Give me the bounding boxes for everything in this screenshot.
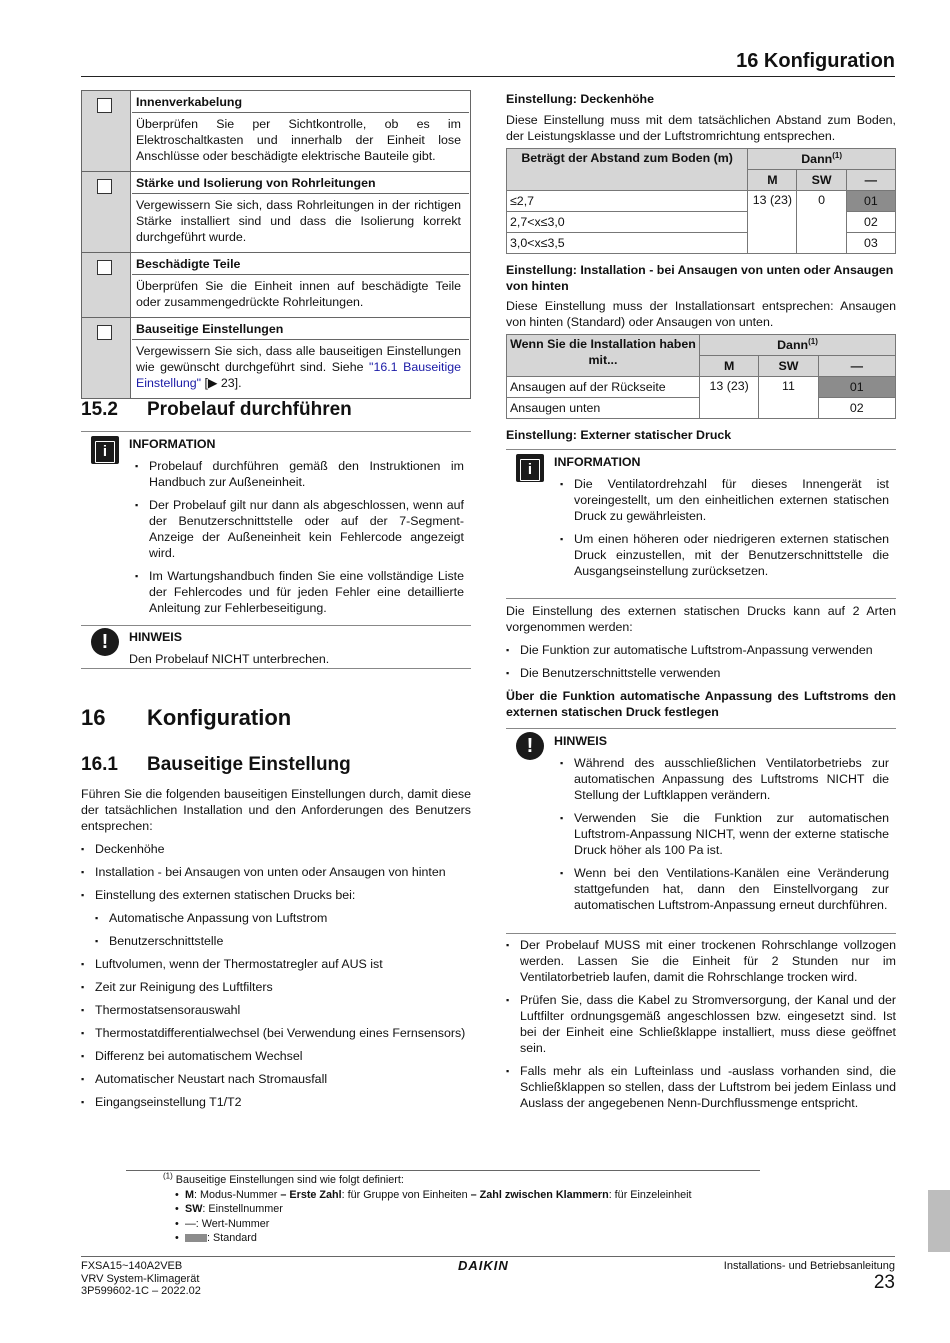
- ceiling-setting-text: Diese Einstellung muss mit dem tatsächlichen Abstand zum Boden, der Leistungsklasse und der Luftstromrichtung entsprechen.: [506, 113, 896, 143]
- checkbox[interactable]: [97, 179, 112, 194]
- footnote-item: [175, 1231, 692, 1246]
- footer-rule: [81, 1256, 895, 1257]
- checklist: [81, 90, 471, 399]
- table-header: M: [748, 170, 797, 191]
- section-link[interactable]: "16.1 Bauseitige Einstellung": [136, 360, 461, 390]
- list-item: ▪ Automatische Anpassung von Luftstrom: [81, 910, 471, 926]
- table-header: Wenn Sie die Installation haben mit...: [507, 335, 700, 377]
- table-cell: 0: [797, 191, 846, 254]
- list-item: ▪ Wenn bei den Ventilations-Kanälen eine Veränderung stattgefunden hat, dann den Einstellvorgang zur automatischen Luftstrom-Anpassung erneut durchführen.: [554, 865, 889, 913]
- information-box: [81, 431, 471, 622]
- section-number: 15.2: [81, 399, 118, 420]
- list-item: ▪ Während des ausschließlichen Ventilatorbetriebs zur automatischen Anpassung des Luftstroms NICHT die Stellung der Luftklappen verändern.: [554, 755, 889, 803]
- checkbox[interactable]: [97, 260, 112, 275]
- table-cell: 11: [759, 377, 818, 419]
- table-header: —: [846, 170, 895, 191]
- table-header: Beträgt der Abstand zum Boden (m): [507, 149, 748, 191]
- footnote-rule: [126, 1170, 760, 1171]
- table-cell: ≤2,7: [507, 191, 748, 212]
- list-item: ▪ Automatischer Neustart nach Stromausfall: [81, 1071, 471, 1087]
- table-cell: 03: [846, 233, 895, 254]
- term: M: [185, 1188, 194, 1201]
- footnote-ref: (1): [832, 150, 842, 160]
- table-row: [507, 191, 896, 212]
- table-cell: Ansaugen unten: [507, 398, 700, 419]
- text: : Einstellnummer: [202, 1203, 283, 1215]
- model: FXSA15~140A2VEB: [81, 1260, 183, 1272]
- info-label: INFORMATION: [129, 437, 216, 451]
- table-cell: 3,0<x≤3,5: [507, 233, 748, 254]
- text: : für Einzeleinheit: [608, 1188, 692, 1201]
- product-type: VRV System-Klimagerät: [81, 1272, 200, 1285]
- info-list: [129, 458, 464, 623]
- table-header: SW: [797, 170, 846, 191]
- check-title: Beschädigte Teile: [132, 254, 469, 275]
- settings-list: [81, 841, 471, 1117]
- doc-number: 3P599602-1C – 2022.02: [81, 1285, 201, 1297]
- term: SW: [185, 1203, 203, 1215]
- method-list: [506, 642, 896, 688]
- table-header: M: [699, 356, 758, 377]
- table-cell: 02: [846, 212, 895, 233]
- checkbox[interactable]: [97, 325, 112, 340]
- footnote-item: [175, 1202, 692, 1217]
- ceiling-setting-title: Einstellung: Deckenhöhe: [506, 92, 655, 106]
- page-number: 23: [873, 1272, 895, 1293]
- notice-label: HINWEIS: [129, 630, 183, 644]
- check-title: Stärke und Isolierung von Rohrleitungen: [132, 173, 469, 194]
- table-cell: 01: [846, 191, 895, 212]
- checkbox[interactable]: [97, 98, 112, 113]
- daikin-logo: DAIKIN: [458, 1258, 509, 1273]
- section-15-2-heading: [81, 399, 471, 421]
- term: – Zahl zwischen Klammern: [470, 1188, 609, 1201]
- list-item: ▪ Zeit zur Reinigung des Luftfilters: [81, 979, 471, 995]
- list-item: ▪ Der Probelauf MUSS mit einer trockenen Rohrschlange vollzogen werden. Lassen Sie die Einheit für 2 Stunden nur im Ventilatorbetrieb laufen, damit die Rohrschlange trocken wird.: [506, 937, 896, 985]
- text: : Standard: [207, 1232, 257, 1244]
- footer-left: [81, 1260, 201, 1298]
- section-intro: Führen Sie die folgenden bauseitigen Einstellungen durch, damit diese der tatsächlichen Installation und den Anforderungen des Benutzers entsprechen:: [81, 787, 471, 833]
- check-text: [132, 340, 469, 397]
- notice-list: [554, 755, 889, 920]
- notice-label: HINWEIS: [554, 734, 608, 748]
- check-text: Vergewissern Sie sich, dass Rohrleitungen in der richtigen Stärke installiert sind und dass die Isolierung korrekt durchgeführt wurde.: [136, 198, 461, 244]
- list-item: ▪ Deckenhöhe: [81, 841, 471, 857]
- header-text: Dann: [801, 152, 833, 166]
- check-title: Bauseitige Einstellungen: [132, 319, 469, 340]
- check-text-main: Vergewissern Sie sich, dass alle bauseitigen Einstellungen wie gewünscht durchgeführt sind. Siehe: [136, 344, 461, 374]
- list-item: ▪ Falls mehr als ein Lufteinlass und -auslass vorhanden sind, die Schließklappen so stellen, dass der Luftstrom bei jedem Einlass und Auslass der angegebenen Nenn-Durchflussmenge entspricht.: [506, 1063, 896, 1111]
- header-rule: [81, 76, 895, 77]
- list-item: ▪ Verwenden Sie die Funktion zur automatischen Luftstrom-Anpassung NICHT, wenn der externe statische Druck höher als 100 Pa ist.: [554, 810, 889, 858]
- list-item: ▪ Die Funktion zur automatische Luftstrom-Anpassung verwenden: [506, 642, 896, 658]
- final-checks-list: [506, 937, 896, 1118]
- chapter-number: 16: [81, 705, 106, 730]
- notice-box: [506, 728, 896, 934]
- installation-table: [506, 334, 896, 419]
- header-text: Dann: [777, 338, 809, 352]
- check-title: Innenverkabelung: [132, 92, 469, 113]
- section-16-1-heading: [81, 754, 471, 776]
- footnote-mark: (1): [163, 1171, 173, 1181]
- notice-icon: !: [516, 732, 544, 760]
- table-cell: 13 (23): [748, 191, 797, 254]
- static-pressure-title: Einstellung: Externer statischer Druck: [506, 428, 732, 442]
- table-header: [699, 335, 895, 356]
- footnote-intro: [163, 1173, 692, 1188]
- table-header: SW: [759, 356, 818, 377]
- notice-box: [81, 625, 471, 669]
- section-title: Bauseitige Einstellung: [147, 754, 351, 775]
- chapter-title: Konfiguration: [147, 705, 292, 730]
- standard-swatch: [185, 1234, 207, 1242]
- list-item: ▪ Thermostatsensorauswahl: [81, 1002, 471, 1018]
- footnote-item: [175, 1188, 692, 1203]
- page-header-title: 16 Konfiguration: [736, 50, 895, 72]
- page-ref: [▶ 23].: [204, 376, 242, 390]
- check-text: Überprüfen Sie per Sichtkontrolle, ob es im Elektroschaltkasten und innerhalb der Einheit lose Anschlüsse oder beschädigte elektrische Bauteile gibt.: [136, 117, 461, 163]
- list-item: ▪ Differenz bei automatischem Wechsel: [81, 1048, 471, 1064]
- footnote-intro-text: Bauseitige Einstellungen sind wie folgt definiert:: [175, 1174, 404, 1186]
- info-list: [554, 476, 889, 586]
- list-item: ▪ Die Benutzerschnittstelle verwenden: [506, 665, 896, 681]
- list-item: ▪ Eingangseinstellung T1/T2: [81, 1094, 471, 1110]
- info-label: INFORMATION: [554, 455, 641, 469]
- notice-icon: !: [91, 628, 119, 656]
- chapter-tab: [928, 1190, 950, 1252]
- list-item: ▪ Installation - bei Ansaugen von unten oder Ansaugen von hinten: [81, 864, 471, 880]
- manual-title: Installations- und Betriebsanleitung: [723, 1260, 895, 1272]
- term: – Erste Zahl: [280, 1188, 342, 1201]
- footnote-ref: (1): [808, 336, 818, 346]
- list-item: ▪ Luftvolumen, wenn der Thermostatregler auf AUS ist: [81, 956, 471, 972]
- table-cell: 13 (23): [699, 377, 758, 419]
- table-header: —: [818, 356, 895, 377]
- table-header: [748, 149, 896, 170]
- footnote-item: • —: Wert-Nummer: [175, 1217, 692, 1232]
- list-item: ▪ Benutzerschnittstelle: [81, 933, 471, 949]
- list-item: ▪ Prüfen Sie, dass die Kabel zu Stromversorgung, der Kanal und der Luftfilter ordnungsgemäß angeschlossen bzw. eingesetzt sind. Ist bei der Einheit eine Schließklappe installiert, muss diese geöffnet sein.: [506, 992, 896, 1056]
- information-icon: i: [91, 436, 119, 464]
- table-cell: Ansaugen auf der Rückseite: [507, 377, 700, 398]
- list-item: ▪ Einstellung des externen statischen Drucks bei:: [81, 887, 471, 903]
- information-box: [506, 449, 896, 599]
- static-pressure-text: Die Einstellung des externen statischen Drucks kann auf 2 Arten vorgenommen werden:: [506, 604, 896, 634]
- installation-setting-text: Diese Einstellung muss der Installationsart entsprechen: Ansaugen von hinten (Standard) oder Ansaugen von unten.: [506, 299, 896, 329]
- check-text: Überprüfen Sie die Einheit innen auf beschädigte Teile oder zusammengedrückte Rohrleitungen.: [136, 279, 461, 309]
- section-title: Probelauf durchführen: [147, 399, 352, 420]
- text: : Modus-Nummer: [194, 1188, 281, 1201]
- information-icon: i: [516, 454, 544, 482]
- list-item: ▪ Im Wartungshandbuch finden Sie eine vollständige Liste der Fehlercodes und für jeden Fehler eine detaillierte Anleitung zur Fehlerbeseitigung.: [129, 568, 464, 616]
- notice-text: Den Probelauf NICHT unterbrechen.: [129, 652, 330, 666]
- footnote: [165, 1173, 692, 1246]
- table-cell: 02: [818, 398, 895, 419]
- auto-adjust-title: Über die Funktion automatische Anpassung des Luftstroms den externen statischen Druck festlegen: [506, 689, 896, 719]
- list-item: ▪ Thermostatdifferentialwechsel (bei Verwendung eines Fernsensors): [81, 1025, 471, 1041]
- chapter-16-heading: [81, 705, 471, 731]
- text: : für Gruppe von Einheiten: [341, 1188, 471, 1201]
- ceiling-table: [506, 148, 896, 254]
- section-number: 16.1: [81, 754, 118, 775]
- list-item: ▪ Der Probelauf gilt nur dann als abgeschlossen, wenn auf der Benutzerschnittstelle oder auf der 7-Segment-Anzeige der Außeneinheit kein Fehlercode angezeigt wird.: [129, 497, 464, 561]
- list-item: ▪ Die Ventilatordrehzahl für dieses Innengerät ist voreingestellt, um den einheitlichen externen statischen Druck zu gewährleisten.: [554, 476, 889, 524]
- installation-setting-title: Einstellung: Installation - bei Ansaugen von unten oder Ansaugen von hinten: [506, 263, 894, 293]
- table-cell: 2,7<x≤3,0: [507, 212, 748, 233]
- table-row: [507, 377, 896, 398]
- list-item: ▪ Probelauf durchführen gemäß den Instruktionen im Handbuch zur Außeneinheit.: [129, 458, 464, 490]
- table-cell: 01: [818, 377, 895, 398]
- list-item: ▪ Um einen höheren oder niedrigeren externen statischen Druck einzustellen, mit der Benutzerschnittstelle die Ausgangseinstellung zurücksetzen.: [554, 531, 889, 579]
